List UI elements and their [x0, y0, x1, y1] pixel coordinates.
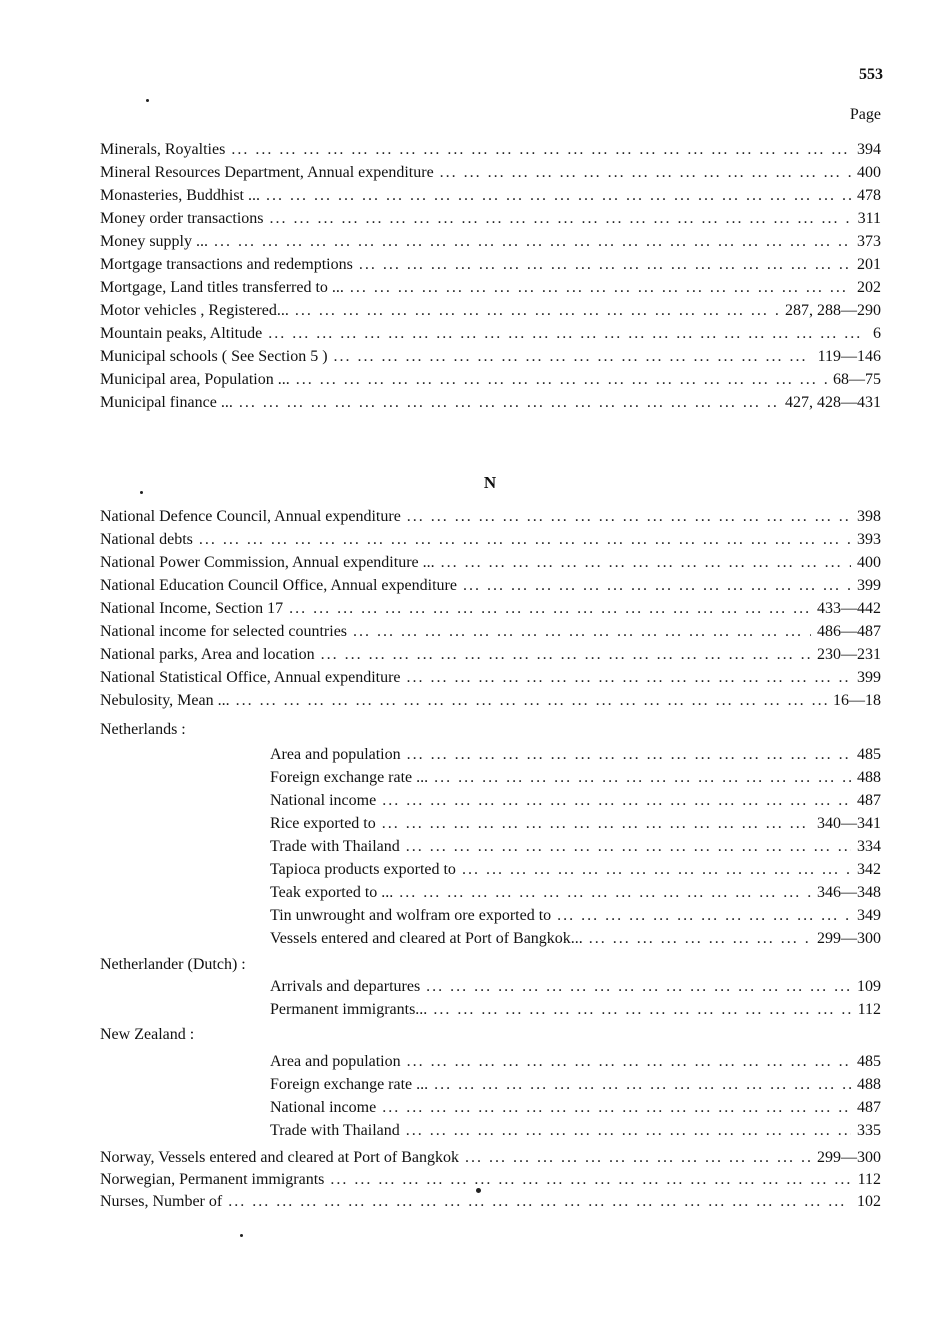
leader-dots	[465, 1148, 811, 1168]
sub-entry	[270, 929, 881, 949]
scan-speck	[240, 1234, 243, 1237]
leader-dots	[407, 1052, 851, 1072]
entry-page: 299—300	[817, 1149, 881, 1166]
entry-page: 340—341	[817, 815, 881, 832]
leader-dots	[462, 860, 851, 880]
entry-label: Area and population	[270, 1053, 401, 1070]
leader-dots	[353, 622, 811, 642]
entry-label: National Power Commission, Annual expenditure ...	[100, 554, 435, 571]
sub-entry	[270, 977, 881, 997]
entry-page: 427, 428—431	[785, 394, 881, 411]
entry-label: National income for selected countries	[100, 623, 348, 640]
entry-page: 201	[857, 256, 881, 273]
entry-label: Norway, Vessels entered and cleared at Port of Bangkok	[100, 1149, 459, 1166]
index-entry	[100, 347, 881, 367]
entry-page: 346—348	[817, 884, 881, 901]
entry-label: Minerals, Royalties	[100, 141, 226, 158]
entry-page: 335	[857, 1122, 881, 1139]
leader-dots	[399, 883, 811, 903]
leader-dots	[589, 929, 811, 949]
leader-dots	[407, 745, 851, 765]
entry-label: Nurses, Number of	[100, 1193, 223, 1210]
entry-page: 485	[857, 1053, 881, 1070]
leader-dots	[441, 553, 851, 573]
leader-dots	[330, 1170, 851, 1190]
entry-label: Rice exported to	[270, 815, 376, 832]
entry-label: Mountain peaks, Altitude	[100, 325, 263, 342]
index-entry	[100, 1192, 881, 1212]
entry-page: 373	[857, 233, 881, 250]
group-heading-new-zealand: New Zealand :	[100, 1026, 195, 1043]
entry-label: Mortgage, Land titles transferred to ...	[100, 279, 344, 296]
leader-dots	[359, 255, 851, 275]
index-entry	[100, 691, 881, 711]
entry-page: 478	[857, 187, 881, 204]
group-heading-netherlands: Netherlands :	[100, 721, 186, 738]
leader-dots	[433, 1000, 851, 1020]
entry-label: Motor vehicles , Registered...	[100, 302, 289, 319]
entry-label: Nebulosity, Mean ...	[100, 692, 230, 709]
leader-dots	[434, 1075, 851, 1095]
entry-page: 399	[857, 577, 881, 594]
leader-dots	[334, 347, 812, 367]
index-entry	[100, 645, 881, 665]
entry-page: 112	[857, 1001, 881, 1018]
entry-label: National Defence Council, Annual expenditure	[100, 508, 401, 525]
index-entry	[100, 576, 881, 596]
entry-label: Money supply ...	[100, 233, 208, 250]
sub-entry	[270, 1121, 881, 1141]
entry-label: Monasteries, Buddhist ...	[100, 187, 260, 204]
entry-page: 299—300	[817, 930, 881, 947]
entry-page: 334	[857, 838, 881, 855]
entry-page: 400	[857, 554, 881, 571]
entry-label: Foreign exchange rate ...	[270, 1076, 429, 1093]
leader-dots	[426, 977, 851, 997]
page-number: 553	[859, 66, 883, 83]
entry-label: National income	[270, 792, 377, 809]
entry-label: National Income, Section 17	[100, 600, 284, 617]
index-entry	[100, 668, 881, 688]
sub-entry	[270, 791, 881, 811]
page-column-header: Page	[849, 106, 881, 123]
leader-dots	[406, 1121, 851, 1141]
scan-speck	[476, 1188, 481, 1193]
leader-dots	[270, 209, 852, 229]
sub-entry	[270, 1098, 881, 1118]
entry-label: Municipal area, Population ...	[100, 371, 290, 388]
entry-label: Municipal schools ( See Section 5 )	[100, 348, 328, 365]
leader-dots	[289, 599, 811, 619]
entry-page: 16—18	[833, 692, 881, 709]
leader-dots	[406, 837, 851, 857]
entry-page: 487	[857, 1099, 881, 1116]
entry-label: Tin unwrought and wolfram ore exported to	[270, 907, 552, 924]
leader-dots	[434, 768, 851, 788]
leader-dots	[236, 691, 827, 711]
entry-label: National Statistical Office, Annual expenditure	[100, 669, 401, 686]
leader-dots	[268, 324, 867, 344]
entry-label: National Education Council Office, Annual expenditure	[100, 577, 457, 594]
entry-label: Municipal finance ...	[100, 394, 233, 411]
entry-label: National parks, Area and location	[100, 646, 315, 663]
index-entry	[100, 301, 881, 321]
index-entry	[100, 1148, 881, 1168]
entry-page: 109	[857, 978, 881, 995]
leader-dots	[231, 140, 851, 160]
sub-entry	[270, 814, 881, 834]
entry-page: 102	[857, 1193, 881, 1210]
leader-dots	[228, 1192, 851, 1212]
entry-page: 6	[873, 325, 881, 342]
entry-label: Money order transactions	[100, 210, 264, 227]
entry-page: 487	[857, 792, 881, 809]
leader-dots	[296, 370, 827, 390]
entry-page: 342	[857, 861, 881, 878]
entry-page: 119—146	[817, 348, 881, 365]
sub-entry	[270, 768, 881, 788]
index-entry	[100, 186, 881, 206]
entry-label: Foreign exchange rate ...	[270, 769, 429, 786]
leader-dots	[214, 232, 851, 252]
sub-entry	[270, 1075, 881, 1095]
entry-label: National income	[270, 1099, 377, 1116]
entry-page: 230—231	[817, 646, 881, 663]
index-entry	[100, 140, 881, 160]
index-entry	[100, 255, 881, 275]
index-entry	[100, 278, 881, 298]
entry-label: Arrivals and departures	[270, 978, 421, 995]
entry-page: 488	[857, 769, 881, 786]
index-entry	[100, 209, 881, 229]
entry-page: 398	[857, 508, 881, 525]
entry-page: 393	[857, 531, 881, 548]
index-entry	[100, 393, 881, 413]
sub-entry	[270, 860, 881, 880]
entry-label: Mortgage transactions and redemptions	[100, 256, 353, 273]
leader-dots	[463, 576, 851, 596]
leader-dots	[407, 668, 851, 688]
entry-page: 488	[857, 1076, 881, 1093]
entry-label: Permanent immigrants...	[270, 1001, 428, 1018]
sub-entry	[270, 906, 881, 926]
entry-page: 112	[857, 1171, 881, 1188]
leader-dots	[382, 814, 811, 834]
index-entry	[100, 232, 881, 252]
leader-dots	[266, 186, 851, 206]
entry-label: Tapioca products exported to	[270, 861, 456, 878]
section-letter: N	[483, 473, 497, 492]
group-heading-netherlander: Netherlander (Dutch) :	[100, 956, 246, 973]
index-entry	[100, 530, 881, 550]
leader-dots	[440, 163, 851, 183]
entry-label: Trade with Thailand	[270, 1122, 400, 1139]
entry-page: 399	[857, 669, 881, 686]
index-entry	[100, 1170, 881, 1190]
leader-dots	[407, 507, 851, 527]
entry-page: 311	[857, 210, 881, 227]
entry-page: 287, 288—290	[785, 302, 881, 319]
index-entry	[100, 163, 881, 183]
scan-speck	[140, 491, 143, 494]
entry-page: 349	[857, 907, 881, 924]
leader-dots	[557, 906, 851, 926]
leader-dots	[350, 278, 851, 298]
leader-dots	[295, 301, 779, 321]
scan-speck	[146, 99, 149, 102]
index-entry	[100, 370, 881, 390]
entry-page: 486—487	[817, 623, 881, 640]
entry-label: Teak exported to ...	[270, 884, 394, 901]
entry-page: 68—75	[833, 371, 881, 388]
leader-dots	[382, 1098, 851, 1118]
leader-dots	[239, 393, 779, 413]
entry-page: 433—442	[817, 600, 881, 617]
entry-page: 394	[857, 141, 881, 158]
sub-entry	[270, 1000, 881, 1020]
sub-entry	[270, 745, 881, 765]
sub-entry	[270, 1052, 881, 1072]
index-entry	[100, 507, 881, 527]
leader-dots	[199, 530, 851, 550]
entry-page: 485	[857, 746, 881, 763]
entry-label: Vessels entered and cleared at Port of Bangkok...	[270, 930, 583, 947]
entry-page: 202	[857, 279, 881, 296]
index-entry	[100, 599, 881, 619]
leader-dots	[321, 645, 811, 665]
index-entry	[100, 553, 881, 573]
entry-page: 400	[857, 164, 881, 181]
leader-dots	[382, 791, 851, 811]
entry-label: Mineral Resources Department, Annual expenditure	[100, 164, 434, 181]
sub-entry	[270, 883, 881, 903]
entry-label: National debts	[100, 531, 193, 548]
sub-entry	[270, 837, 881, 857]
entry-label: Area and population	[270, 746, 401, 763]
entry-label: Trade with Thailand	[270, 838, 400, 855]
entry-label: Norwegian, Permanent immigrants	[100, 1171, 325, 1188]
index-entry	[100, 324, 881, 344]
index-entry	[100, 622, 881, 642]
